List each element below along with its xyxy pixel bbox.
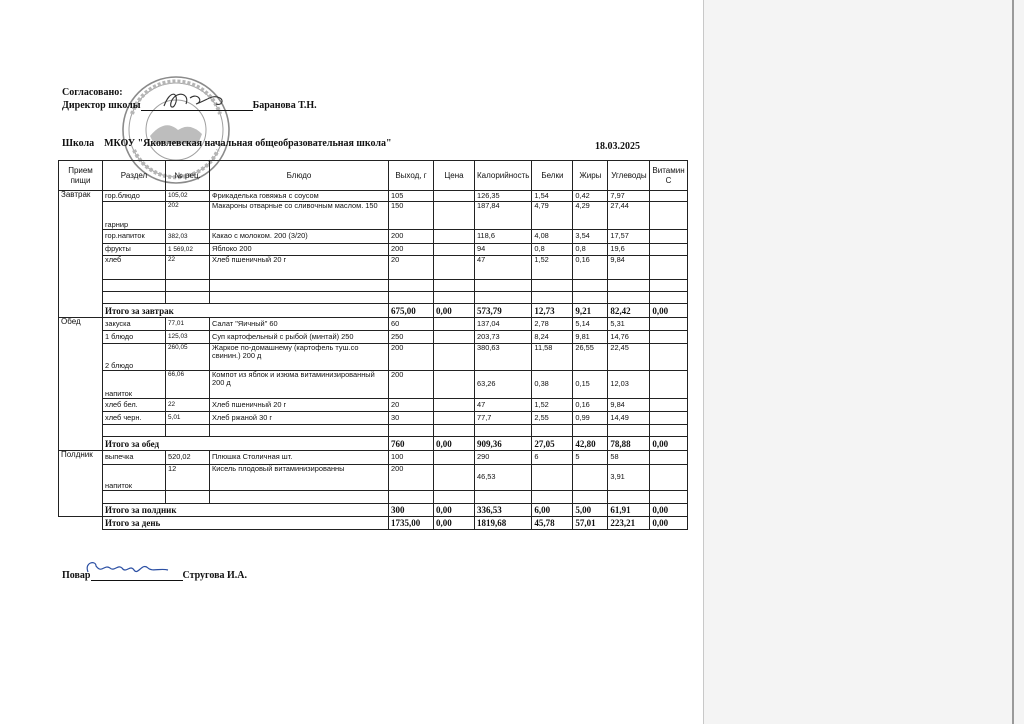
dish-cell: Салат "Яичный" 60 [210, 318, 389, 331]
col-header-vitamin-c: Витамин С [650, 161, 687, 191]
calories-cell: 118,6 [475, 230, 532, 244]
total-carbs: 82,42 [608, 304, 650, 318]
recipe-cell: 77,01 [166, 318, 210, 331]
meal-snack: Полдник [59, 451, 103, 517]
col-header-fats: Жиры [573, 161, 608, 191]
director-signature [160, 88, 230, 112]
output-cell: 20 [389, 399, 434, 412]
fats-cell: 0,8 [573, 244, 608, 256]
total-calories: 336,53 [475, 504, 532, 517]
fats-cell: 0,42 [573, 191, 608, 202]
dish-cell: Жаркое по-домашнему (картофель туш.со свинин.) 200 д [210, 344, 389, 371]
col-header-meal: Прием пищи [59, 161, 103, 191]
vitamin-c-cell [650, 371, 687, 399]
proteins-cell: 6 [532, 451, 573, 465]
carbs-cell: 27,44 [608, 202, 650, 230]
calories-cell: 47 [475, 256, 532, 280]
menu-date: 18.03.2025 [595, 141, 640, 152]
section-cell: хлеб бел. [103, 399, 166, 412]
total-vitamin-c: 0,00 [650, 304, 687, 318]
total-calories: 573,79 [475, 304, 532, 318]
total-output: 675,00 [389, 304, 434, 318]
day-total-row [59, 517, 688, 530]
total-calories: 1819,68 [475, 517, 532, 530]
price-cell [434, 344, 475, 371]
carbs-cell: 17,57 [608, 230, 650, 244]
dish-cell: Хлеб пшеничный 20 г [210, 256, 389, 280]
proteins-cell: 0,38 [532, 371, 573, 399]
director-name: Баранова Т.Н. [252, 100, 317, 111]
total-output: 760 [389, 437, 434, 451]
col-header-output: Выход, г [389, 161, 434, 191]
table-row [59, 399, 688, 412]
total-label: Итого за день [103, 517, 389, 530]
total-output: 300 [389, 504, 434, 517]
section-cell: закуска [103, 318, 166, 331]
proteins-cell: 11,58 [532, 344, 573, 371]
cook-label: Повар [62, 570, 91, 581]
section-cell: фрукты [103, 244, 166, 256]
carbs-cell: 7,97 [608, 191, 650, 202]
recipe-cell: 66,06 [166, 371, 210, 399]
table-row [59, 191, 688, 202]
table-header-row [59, 161, 688, 191]
dish-cell: Компот из яблок и изюма витаминизированный 200 д [210, 371, 389, 399]
fats-cell: 5,14 [573, 318, 608, 331]
price-cell [434, 399, 475, 412]
total-price: 0,00 [434, 437, 475, 451]
table-row [59, 230, 688, 244]
total-carbs: 61,91 [608, 504, 650, 517]
price-cell [434, 230, 475, 244]
col-header-proteins: Белки [532, 161, 573, 191]
table-row-empty [59, 425, 688, 437]
carbs-cell: 12,03 [608, 371, 650, 399]
total-fats: 57,01 [573, 517, 608, 530]
carbs-cell: 3,91 [608, 465, 650, 491]
total-price: 0,00 [434, 517, 475, 530]
scan-margin [703, 0, 1024, 724]
section-cell: напиток [103, 371, 166, 399]
table-row [59, 412, 688, 425]
section-cell: выпечка [103, 451, 166, 465]
price-cell [434, 412, 475, 425]
proteins-cell: 0,8 [532, 244, 573, 256]
calories-cell: 94 [475, 244, 532, 256]
price-cell [434, 244, 475, 256]
total-fats: 42,80 [573, 437, 608, 451]
output-cell: 150 [389, 202, 434, 230]
menu-table [58, 160, 688, 530]
total-fats: 9,21 [573, 304, 608, 318]
vitamin-c-cell [650, 230, 687, 244]
output-cell: 105 [389, 191, 434, 202]
proteins-cell: 1,54 [532, 191, 573, 202]
total-price: 0,00 [434, 304, 475, 318]
lunch-total-row [59, 437, 688, 451]
total-proteins: 27,05 [532, 437, 573, 451]
dish-cell: Макароны отварные со сливочным маслом. 150 [210, 202, 389, 230]
total-label: Итого за обед [103, 437, 389, 451]
total-price: 0,00 [434, 504, 475, 517]
recipe-cell: 1 569,02 [166, 244, 210, 256]
vitamin-c-cell [650, 399, 687, 412]
proteins-cell [532, 465, 573, 491]
recipe-cell: 382,03 [166, 230, 210, 244]
section-cell: гарнир [103, 202, 166, 230]
school-label: Школа [62, 138, 95, 149]
section-cell: гор.напиток [103, 230, 166, 244]
calories-cell: 77,7 [475, 412, 532, 425]
table-row [59, 465, 688, 491]
dish-cell: Какао с молоком. 200 (3/20) [210, 230, 389, 244]
price-cell [434, 371, 475, 399]
calories-cell: 46,53 [475, 465, 532, 491]
carbs-cell: 22,45 [608, 344, 650, 371]
total-proteins: 12,73 [532, 304, 573, 318]
carbs-cell: 19,6 [608, 244, 650, 256]
fats-cell [573, 465, 608, 491]
output-cell: 200 [389, 244, 434, 256]
table-row [59, 318, 688, 331]
fats-cell: 0,16 [573, 256, 608, 280]
output-cell: 100 [389, 451, 434, 465]
proteins-cell: 1,52 [532, 399, 573, 412]
breakfast-total-row [59, 304, 688, 318]
section-cell: 2 блюдо [103, 344, 166, 371]
calories-cell: 63,26 [475, 371, 532, 399]
proteins-cell: 2,78 [532, 318, 573, 331]
price-cell [434, 191, 475, 202]
vitamin-c-cell [650, 202, 687, 230]
table-row [59, 244, 688, 256]
section-cell: хлеб черн. [103, 412, 166, 425]
cook-name: Стругова И.А. [182, 570, 247, 581]
meal-lunch: Обед [59, 318, 103, 451]
total-proteins: 45,78 [532, 517, 573, 530]
scan-edge-line [1012, 0, 1014, 724]
fats-cell: 26,55 [573, 344, 608, 371]
recipe-cell: 22 [166, 256, 210, 280]
table-row [59, 256, 688, 280]
carbs-cell: 9,84 [608, 399, 650, 412]
fats-cell: 0,16 [573, 399, 608, 412]
price-cell [434, 256, 475, 280]
meal-breakfast: Завтрак [59, 191, 103, 318]
fats-cell: 5 [573, 451, 608, 465]
section-cell: хлеб [103, 256, 166, 280]
agreed-label: Согласовано: [62, 87, 123, 98]
price-cell [434, 318, 475, 331]
calories-cell: 137,04 [475, 318, 532, 331]
price-cell [434, 451, 475, 465]
total-label: Итого за завтрак [103, 304, 389, 318]
proteins-cell: 4,79 [532, 202, 573, 230]
table-row [59, 371, 688, 399]
carbs-cell: 14,49 [608, 412, 650, 425]
output-cell: 20 [389, 256, 434, 280]
fats-cell: 3,54 [573, 230, 608, 244]
cook-signature [82, 558, 172, 580]
total-label: Итого за полдник [103, 504, 389, 517]
total-calories: 909,36 [475, 437, 532, 451]
section-cell: 1 блюдо [103, 331, 166, 344]
col-header-calories: Калорийность [475, 161, 532, 191]
director-label: Директор школы [62, 100, 141, 111]
fats-cell: 0,15 [573, 371, 608, 399]
vitamin-c-cell [650, 465, 687, 491]
table-row-empty [59, 292, 688, 304]
table-row [59, 331, 688, 344]
calories-cell: 47 [475, 399, 532, 412]
output-cell: 250 [389, 331, 434, 344]
carbs-cell: 58 [608, 451, 650, 465]
table-row [59, 344, 688, 371]
vitamin-c-cell [650, 256, 687, 280]
carbs-cell: 5,31 [608, 318, 650, 331]
vitamin-c-cell [650, 244, 687, 256]
section-cell: напиток [103, 465, 166, 491]
proteins-cell: 4,08 [532, 230, 573, 244]
table-row [59, 451, 688, 465]
vitamin-c-cell [650, 318, 687, 331]
carbs-cell: 9,84 [608, 256, 650, 280]
output-cell: 60 [389, 318, 434, 331]
recipe-cell: 12 [166, 465, 210, 491]
proteins-cell: 1,52 [532, 256, 573, 280]
fats-cell: 4,29 [573, 202, 608, 230]
col-header-carbs: Углеводы [608, 161, 650, 191]
col-header-price: Цена [434, 161, 475, 191]
col-header-dish: Блюдо [210, 161, 389, 191]
total-vitamin-c: 0,00 [650, 437, 687, 451]
total-vitamin-c: 0,00 [650, 504, 687, 517]
calories-cell: 126,35 [475, 191, 532, 202]
calories-cell: 203,73 [475, 331, 532, 344]
proteins-cell: 2,55 [532, 412, 573, 425]
total-vitamin-c: 0,00 [650, 517, 687, 530]
dish-cell: Яблоко 200 [210, 244, 389, 256]
output-cell: 200 [389, 344, 434, 371]
price-cell [434, 465, 475, 491]
fats-cell: 9,81 [573, 331, 608, 344]
recipe-cell: 202 [166, 202, 210, 230]
dish-cell: Кисель плодовый витаминизированны [210, 465, 389, 491]
recipe-cell: 105,02 [166, 191, 210, 202]
dish-cell: Хлеб пшеничный 20 г [210, 399, 389, 412]
vitamin-c-cell [650, 191, 687, 202]
total-fats: 5,00 [573, 504, 608, 517]
fats-cell: 0,99 [573, 412, 608, 425]
vitamin-c-cell [650, 412, 687, 425]
col-header-section: Раздел [103, 161, 166, 191]
carbs-cell: 14,76 [608, 331, 650, 344]
table-row-empty [59, 491, 688, 504]
snack-total-row [59, 504, 688, 517]
calories-cell: 380,63 [475, 344, 532, 371]
recipe-cell: 520,02 [166, 451, 210, 465]
vitamin-c-cell [650, 451, 687, 465]
calories-cell: 290 [475, 451, 532, 465]
price-cell [434, 202, 475, 230]
recipe-cell: 260,05 [166, 344, 210, 371]
school-name: МКОУ "Яковлевская начальная общеобразовательная школа" [104, 138, 392, 149]
total-proteins: 6,00 [532, 504, 573, 517]
output-cell: 30 [389, 412, 434, 425]
total-carbs: 78,88 [608, 437, 650, 451]
dish-cell: Плюшка Столичная шт. [210, 451, 389, 465]
price-cell [434, 331, 475, 344]
dish-cell: Хлеб ржаной 30 г [210, 412, 389, 425]
table-row-empty [59, 280, 688, 292]
output-cell: 200 [389, 230, 434, 244]
total-carbs: 223,21 [608, 517, 650, 530]
recipe-cell: 125,03 [166, 331, 210, 344]
total-output: 1735,00 [389, 517, 434, 530]
dish-cell: Суп картофельный с рыбой (минтай) 250 [210, 331, 389, 344]
col-header-recipe: № рец. [166, 161, 210, 191]
school-line [62, 138, 392, 149]
vitamin-c-cell [650, 344, 687, 371]
vitamin-c-cell [650, 331, 687, 344]
proteins-cell: 8,24 [532, 331, 573, 344]
section-cell: гор.блюдо [103, 191, 166, 202]
output-cell: 200 [389, 371, 434, 399]
dish-cell: Фрикаделька говяжья с соусом [210, 191, 389, 202]
table-row [59, 202, 688, 230]
calories-cell: 187,84 [475, 202, 532, 230]
recipe-cell: 5,01 [166, 412, 210, 425]
recipe-cell: 22 [166, 399, 210, 412]
output-cell: 200 [389, 465, 434, 491]
